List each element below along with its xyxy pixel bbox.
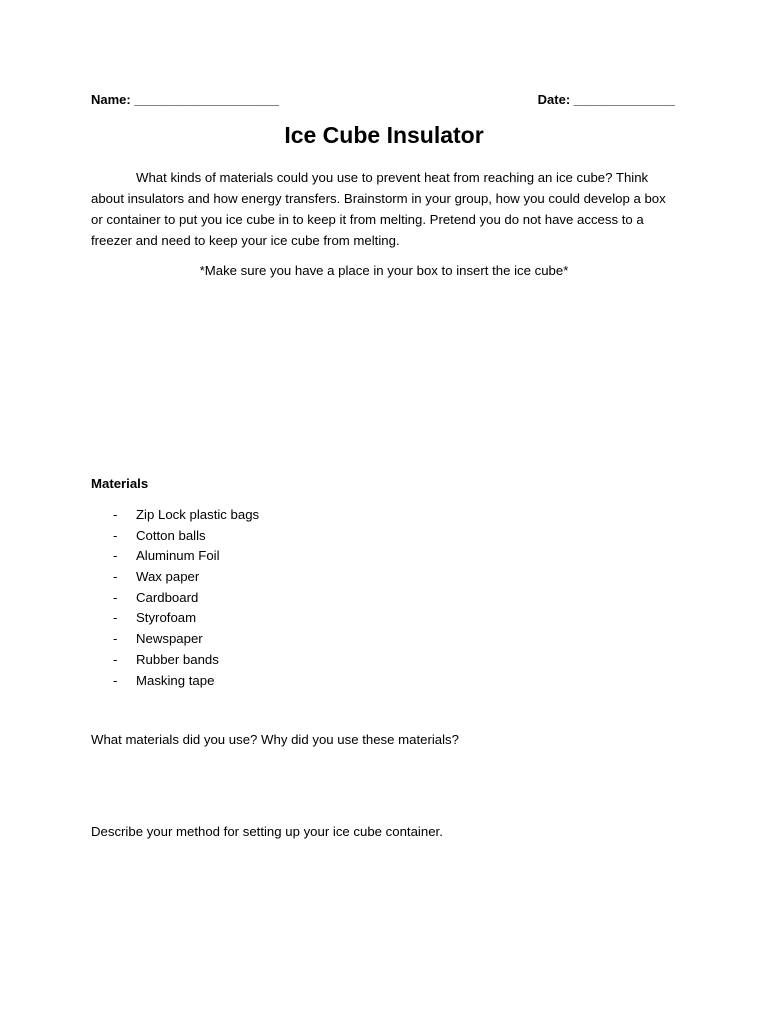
list-bullet: -	[113, 589, 118, 605]
header-row	[91, 92, 675, 110]
question-method: Describe your method for setting up your ice cube container.	[91, 824, 443, 839]
materials-heading: Materials	[91, 476, 149, 491]
list-item-text: Masking tape	[136, 672, 215, 688]
question-materials-used: What materials did you use? Why did you use these materials?	[91, 732, 459, 747]
list-bullet: -	[113, 631, 118, 647]
list-item-text: Wax paper	[136, 569, 200, 585]
list-bullet: -	[113, 610, 118, 626]
name-field: Name: ____________________	[91, 92, 279, 107]
list-bullet: -	[113, 507, 118, 522]
list-item-text: Aluminum Foil	[136, 548, 220, 564]
list-bullet: -	[113, 672, 118, 688]
list-item-text: Zip Lock plastic bags	[136, 507, 260, 522]
list-item-text: Cotton balls	[136, 527, 206, 543]
intro-paragraph: What kinds of materials could you use to prevent heat from reaching an ice cube? Think about insulators and how energy transfers. Brainstorm in your group, how you could develop a box or container to put you ice cube in to keep it from melting. Pretend you do not have access to a freezer and need to keep your ice cube from melting.	[91, 170, 666, 248]
list-item-text: Styrofoam	[136, 610, 197, 626]
list-bullet: -	[113, 527, 118, 543]
list-bullet: -	[113, 569, 118, 585]
list-item-text: Rubber bands	[136, 651, 219, 667]
page-title: Ice Cube Insulator	[284, 122, 484, 148]
list-item-text: Newspaper	[136, 631, 203, 647]
list-bullet: -	[113, 651, 118, 667]
list-item-text: Cardboard	[136, 589, 199, 605]
reminder-note: *Make sure you have a place in your box to insert the ice cube*	[199, 263, 569, 278]
list-bullet: -	[113, 548, 118, 564]
date-field: Date: ______________	[537, 92, 675, 107]
